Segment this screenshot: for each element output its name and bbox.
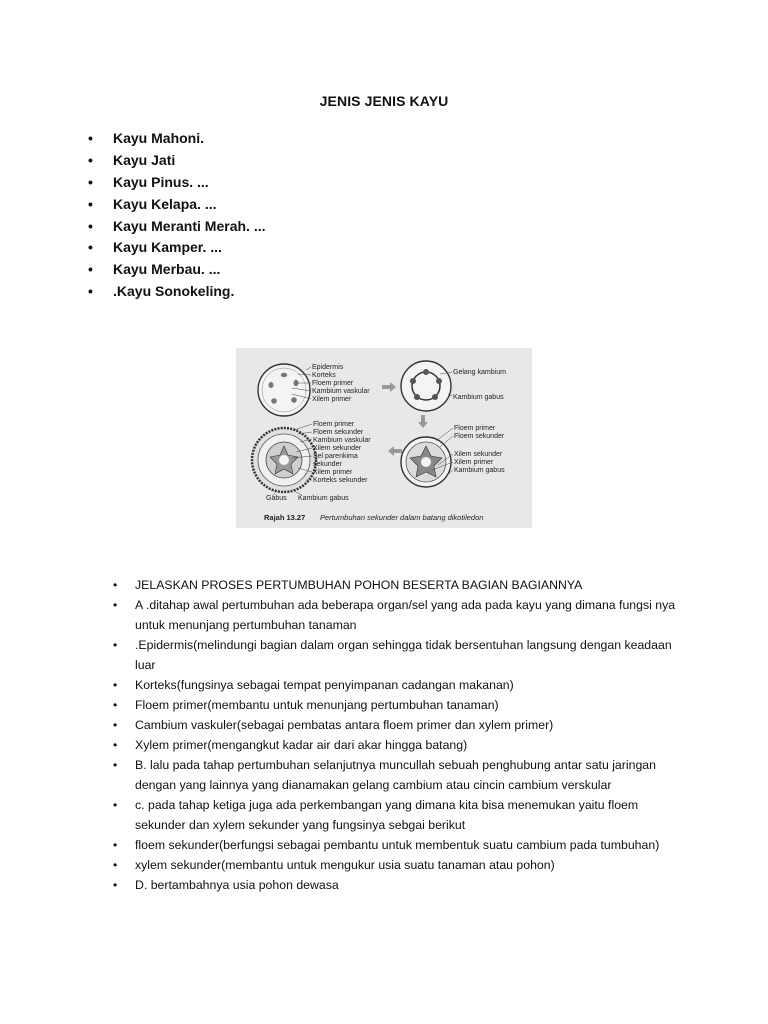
fig-label: Kambium gabus	[454, 467, 505, 474]
arrow-left-icon	[388, 446, 402, 456]
fig-label: Korteks sekunder	[313, 477, 368, 484]
fig-label: Kambium vaskular	[312, 388, 370, 395]
list-item: • B. lalu pada tahap pertumbuhan selanjutnya muncullah sebuah penghubung antar satu jaringan dengan yang lainnya yang dianamakan gelang cambium atau cincin cambium verskular	[113, 755, 683, 795]
list-item: • Floem primer(membantu untuk menunjang pertumbuhan tanaman)	[113, 695, 683, 715]
arrow-right-icon	[382, 382, 396, 392]
list-item: • Kayu Mahoni.	[88, 128, 265, 150]
fig-label: Floem sekunder	[454, 433, 505, 440]
fig-label: Xilem primer	[313, 469, 353, 476]
fig-label: Floem primer	[454, 425, 496, 432]
fig-label: Epidermis	[312, 364, 344, 371]
fig-label: Gabus	[266, 495, 287, 502]
fig-label: Floem sekunder	[313, 429, 364, 436]
diagram-mature-stem	[252, 421, 371, 502]
list-item: • xylem sekunder(membantu untuk mengukur usia suatu tanaman atau pohon)	[113, 855, 683, 875]
growth-process-list	[113, 575, 683, 895]
fig-label: Korteks	[312, 372, 336, 379]
figure-caption-text: Pertumbuhan sekunder dalam batang dikotiledon	[320, 513, 484, 522]
fig-label: sekunder	[313, 461, 342, 468]
fig-label: Xilem primer	[454, 459, 494, 466]
diagram-young-stem	[258, 364, 370, 416]
list-item: • Kayu Meranti Merah. ...	[88, 216, 265, 238]
arrow-down-icon	[418, 415, 428, 428]
fig-label: Kambium gabus	[298, 495, 349, 502]
list-item: • Kayu Pinus. ...	[88, 172, 265, 194]
list-item: • A .ditahap awal pertumbuhan ada beberapa organ/sel yang ada pada kayu yang dimana fungsi nya untuk menunjang pertumbuhan tanaman	[113, 595, 683, 635]
document-title: JENIS JENIS KAYU	[319, 93, 449, 109]
list-item: • .Epidermis(melindungi bagian dalam organ sehingga tidak bersentuhan langsung dengan keadaan luar	[113, 635, 683, 675]
figure-caption-label: Rajah 13.27	[264, 513, 306, 522]
list-item: • floem sekunder(berfungsi sebagai pembantu untuk membentuk suatu cambium pada tumbuhan)	[113, 835, 683, 855]
fig-label: Sel parenkima	[313, 453, 358, 460]
fig-label: Kambium vaskular	[313, 437, 371, 444]
list-item: • Kayu Merbau. ...	[88, 259, 265, 281]
fig-label: Floem primer	[312, 380, 354, 387]
list-item: • Xylem primer(mengangkut kadar air dari akar hingga batang)	[113, 735, 683, 755]
diagram-cambium-ring	[401, 361, 506, 411]
diagram-secondary-growth	[401, 425, 505, 487]
list-item: • Kayu Kamper. ...	[88, 237, 265, 259]
list-item: • Cambium vaskuler(sebagai pembatas antara floem primer dan xylem primer)	[113, 715, 683, 735]
list-item: • Kayu Jati	[88, 150, 265, 172]
fig-label: Floem primer	[313, 421, 355, 428]
fig-label: Xilem primer	[312, 396, 352, 403]
list-item: • Korteks(fungsinya sebagai tempat penyimpanan cadangan makanan)	[113, 675, 683, 695]
fig-label: Xilem sekunder	[454, 451, 503, 458]
stem-growth-figure	[236, 348, 532, 528]
fig-label: Kambium gabus	[453, 394, 504, 401]
fig-label: Gelang kambium	[453, 369, 506, 376]
list-item: • Kayu Kelapa. ...	[88, 194, 265, 216]
wood-type-list	[88, 128, 265, 303]
list-item: • D. bertambahnya usia pohon dewasa	[113, 875, 683, 895]
list-item: • .Kayu Sonokeling.	[88, 281, 265, 303]
list-item: • c. pada tahap ketiga juga ada perkembangan yang dimana kita bisa menemukan yaitu floem sekunder dan xylem sekunder yang fungsinya sebgai berikut	[113, 795, 683, 835]
list-item: • JELASKAN PROSES PERTUMBUHAN POHON BESERTA BAGIAN BAGIANNYA	[113, 575, 683, 595]
fig-label: Xilem sekunder	[313, 445, 362, 452]
